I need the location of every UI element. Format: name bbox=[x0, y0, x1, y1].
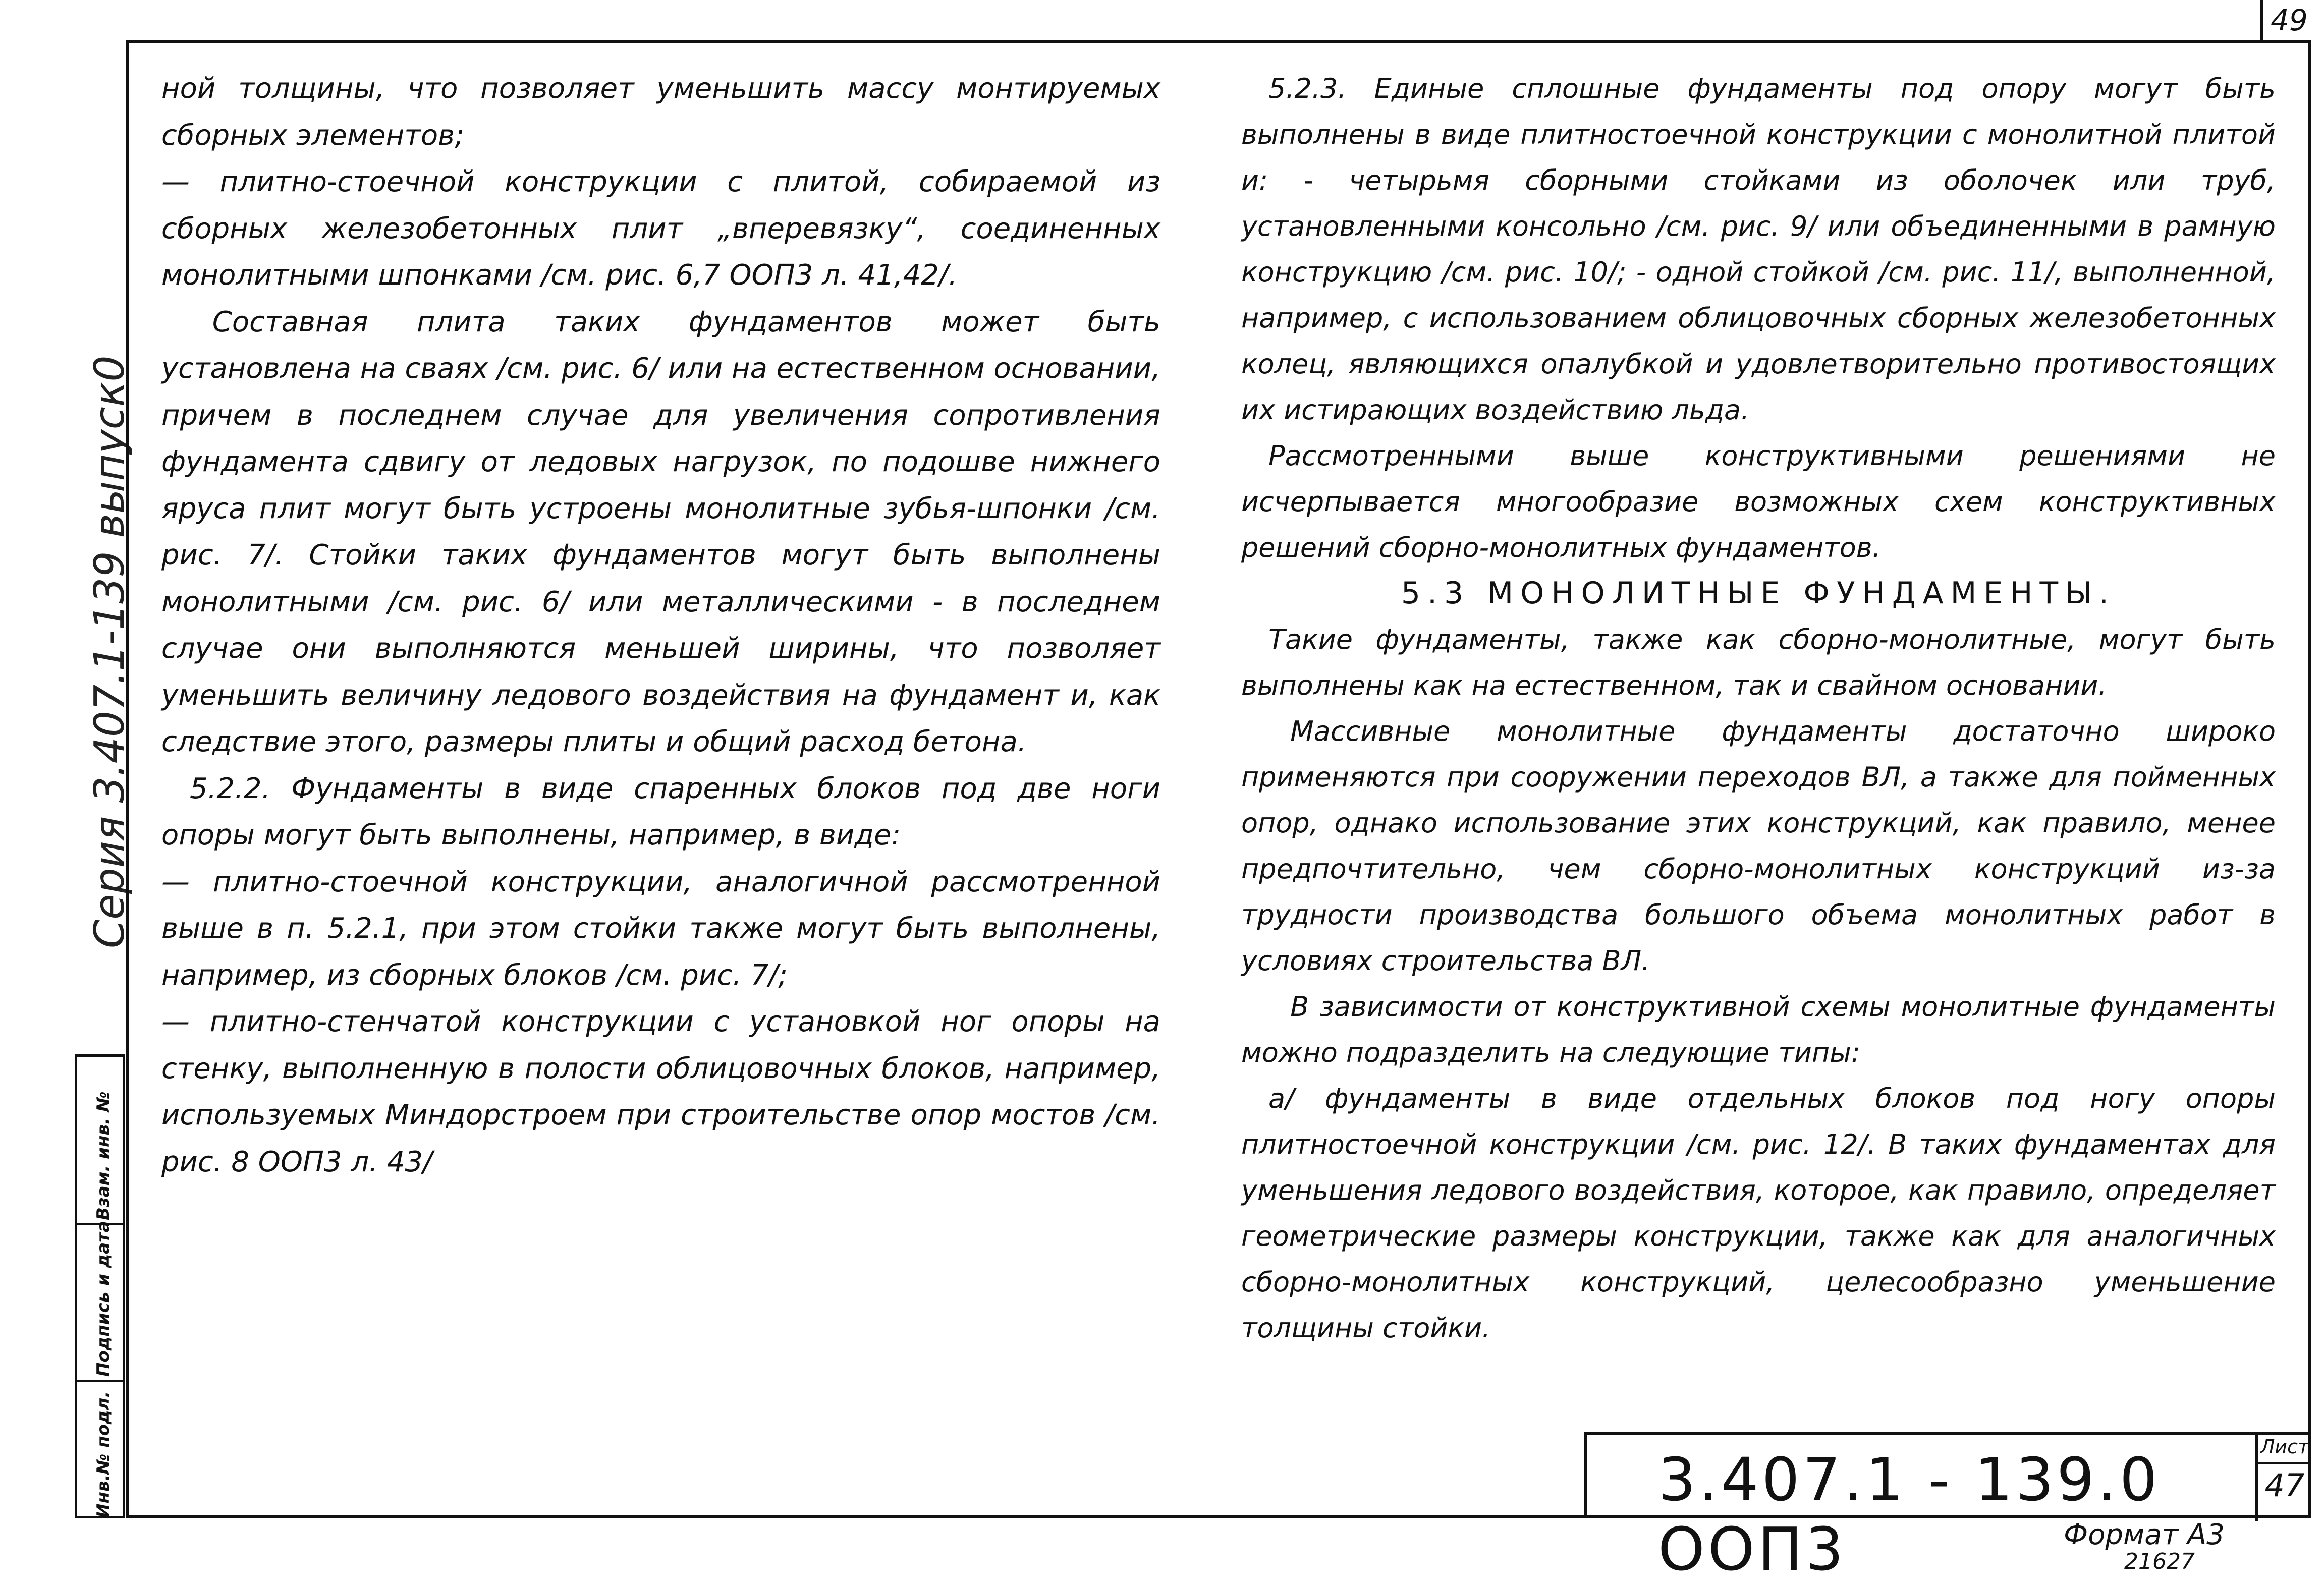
section-5-2-3: 5.2.3. Единые сплошные фундаменты под опору могут быть выполнены в виде плитностоечной конструкции с монолитной плитой и: - четырьмя сборными стойками из оболочек или труб, установленными консольно /см. рис. 9/ или объединенными в рамную конструкцию /см. рис. 10/; - одной стойкой /см. рис. 11/, выполненной, например, с использованием облицовочных сборных железобетонных колец, являющихся опалубкой и удовлетворительно противостоящих их истирающих воздействию льда. bbox=[1241, 73, 2276, 426]
stamp-text: Инв.№ подл. bbox=[93, 1391, 114, 1518]
paragraph: — плитно-стоечной конструкции с плитой, собираемой из сборных железобетонных плит „вперевязку“, соединенных монолитными шпонками /см. рис. 6,7 ООП3 л. 41,42/. bbox=[161, 165, 1160, 292]
series-label: Серия 3.407.1-139 выпуск0 bbox=[86, 355, 134, 948]
corner-page-number: 49 bbox=[2271, 3, 2308, 37]
paragraph: а/ фундаменты в виде отдельных блоков под ногу опоры плитностоечной конструкции /см. рис. 12/. В таких фундаментах для уменьшения ледового воздействия, которое, как правило, определяет геометрические размеры конструкции, также как для аналогичных сборно-монолитных конструкций, целесообразно уменьшение толщины стойки. bbox=[1241, 1083, 2276, 1344]
paragraph: ной толщины, что позволяет уменьшить массу монтируемых сборных элементов; bbox=[161, 72, 1160, 152]
paragraph: Составная плита таких фундаментов может быть установлена на сваях /см. рис. 6/ или на естественном основании, причем в последнем случае для увеличения сопротивления фундамента сдвигу от ледовых нагрузок, по подошве нижнего яруса плит могут быть устроены монолитные зубья-шпонки /см. рис. 7/. Стойки таких фундаментов могут быть выполнены монолитными /см. рис. 6/ или металлическими - в последнем случае они выполняются меньшей ширины, что позволяет уменьшить величину ледового воздействия на фундамент и, как следствие этого, размеры плиты и общий расход бетона. bbox=[161, 305, 1160, 758]
stamp-text: Подпись и дата bbox=[93, 1221, 114, 1377]
paragraph: Такие фундаменты, также как сборно-монолитные, могут быть выполнены как на естественном, так и свайном основании. bbox=[1241, 624, 2276, 701]
sheet-label: Лист bbox=[2258, 1432, 2311, 1464]
format-label: Формат А3 bbox=[2064, 1518, 2225, 1551]
paragraph: — плитно-стенчатой конструкции с установкой ног опоры на стенку, выполненную в полости облицовочных блоков, например, используемых Миндорстроем при строительстве опор мостов /см. рис. 8 ООП3 л. 43/ bbox=[161, 1005, 1160, 1178]
corner-divider bbox=[2260, 0, 2263, 43]
sheet-number: 47 bbox=[2264, 1467, 2305, 1504]
paragraph: Рассмотренными выше конструктивными решениями не исчерпывается многообразие возможных схем конструктивных решений сборно-монолитных фундаментов. bbox=[1241, 440, 2276, 563]
paragraph: — плитно-стоечной конструкции, аналогичной рассмотренной выше в п. 5.2.1, при этом стойки также могут быть выполнены, например, из сборных блоков /см. рис. 7/; bbox=[161, 865, 1160, 992]
sheet-box bbox=[2255, 1432, 2311, 1521]
left-text-column bbox=[161, 66, 1160, 1185]
right-text-column bbox=[1241, 66, 2276, 1351]
paragraph: В зависимости от конструктивной схемы монолитные фундаменты можно подразделить на следующие типы: bbox=[1241, 991, 2276, 1068]
stamp-cell-inventory bbox=[77, 1380, 123, 1521]
paragraph: Массивные монолитные фундаменты достаточно широко применяются при сооружении переходов ВЛ, а также для пойменных опор, однако использование этих конструкций, как правило, менее предпочтительно, чем сборно-монолитных конструкций из-за трудности производства большого объема монолитных работ в условиях строительства ВЛ. bbox=[1241, 715, 2276, 977]
section-heading-5-3: 5.3 МОНОЛИТНЫЕ ФУНДАМЕНТЫ. bbox=[1401, 576, 2116, 611]
approval-stamp bbox=[75, 1054, 125, 1518]
stamp-text: Взам. инв. № bbox=[93, 1091, 114, 1220]
document-code: 3.407.1 - 139.0 ООП3 bbox=[1658, 1445, 2161, 1584]
stamp-cell-signature bbox=[77, 1223, 123, 1382]
section-5-2-2: 5.2.2. Фундаменты в виде спаренных блоков под две ноги опоры могут быть выполнены, например, в виде: bbox=[161, 772, 1160, 852]
stamp-cell-replace bbox=[77, 1057, 123, 1225]
format-number: 21627 bbox=[2124, 1549, 2195, 1574]
